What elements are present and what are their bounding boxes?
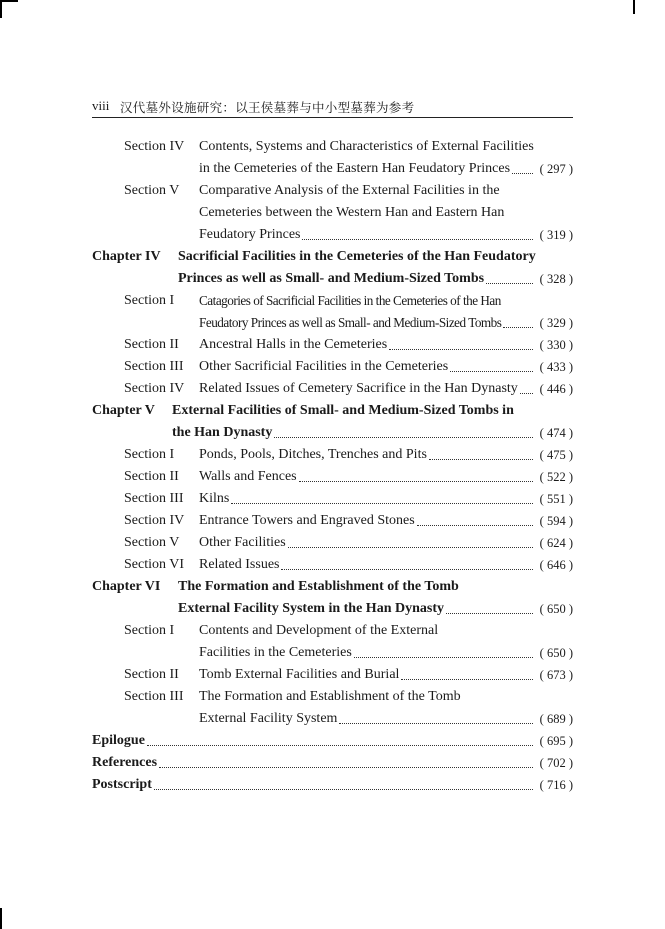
page-ref: ( 328 ) <box>539 272 573 286</box>
page-ref: ( 474 ) <box>539 426 573 440</box>
entry-title: Ancestral Halls in the Cemeteries <box>199 337 388 352</box>
page-ref: ( 551 ) <box>539 492 573 506</box>
entry-title: Postscript <box>92 777 152 792</box>
page-ref: ( 475 ) <box>539 448 573 462</box>
toc-entry[interactable] <box>0 378 665 400</box>
section-label: Section IV <box>124 381 185 396</box>
section-label: Section III <box>124 359 184 374</box>
toc-backmatter-references[interactable] <box>0 752 665 774</box>
page-number: viii <box>92 98 110 113</box>
toc-entry[interactable] <box>0 136 665 158</box>
page-ref: ( 695 ) <box>539 734 573 748</box>
section-label: Section II <box>124 667 179 682</box>
toc-entry-continued[interactable] <box>0 224 665 246</box>
toc-entry[interactable] <box>0 664 665 686</box>
entry-title: References <box>92 755 158 770</box>
page-ref: ( 646 ) <box>539 558 573 572</box>
toc-entry[interactable] <box>0 356 665 378</box>
entry-title: Other Sacrificial Facilities in the Cemeteries <box>199 359 449 374</box>
crop-mark <box>0 908 2 929</box>
section-label: Section II <box>124 469 179 484</box>
page-ref: ( 716 ) <box>539 778 573 792</box>
chapter-title: the Han Dynasty <box>172 425 273 440</box>
entry-title: Tomb External Facilities and Burial <box>199 667 400 682</box>
entry-title: Catagories of Sacrificial Facilities in the Cemeteries of the Han <box>199 293 501 308</box>
running-header <box>92 96 573 116</box>
entry-title: Comparative Analysis of the External Facilities in the <box>199 183 500 198</box>
page-ref: ( 689 ) <box>539 712 573 726</box>
page-ref: ( 446 ) <box>539 382 573 396</box>
section-label: Section I <box>124 447 175 462</box>
toc-backmatter-postscript[interactable] <box>0 774 665 796</box>
toc-entry[interactable] <box>0 290 665 312</box>
toc-entry[interactable] <box>0 686 665 708</box>
section-label: Section III <box>124 491 184 506</box>
page-ref: ( 330 ) <box>539 338 573 352</box>
section-label: Section IV <box>124 513 185 528</box>
crop-mark <box>633 0 635 14</box>
book-title: 汉代墓外设施研究：以王侯墓葬与中小型墓葬为参考 <box>120 100 415 115</box>
toc-backmatter-epilogue[interactable] <box>0 730 665 752</box>
entry-title: Feudatory Princes <box>199 227 301 242</box>
entry-title: Contents and Development of the External <box>199 623 439 638</box>
toc-entry[interactable] <box>0 510 665 532</box>
chapter-title: The Formation and Establishment of the Tomb <box>178 579 459 594</box>
page-ref: ( 329 ) <box>539 316 573 330</box>
toc-entry[interactable] <box>0 444 665 466</box>
chapter-title: External Facilities of Small- and Medium-Sized Tombs in <box>172 403 514 418</box>
header-rule <box>92 117 573 118</box>
entry-title: Other Facilities <box>199 535 286 550</box>
page-ref: ( 297 ) <box>539 162 573 176</box>
toc-entry[interactable] <box>0 620 665 642</box>
entry-title: Contents, Systems and Characteristics of External Facilities <box>199 139 534 154</box>
toc-entry[interactable] <box>0 554 665 576</box>
toc-entry[interactable] <box>0 180 665 202</box>
chapter-label: Chapter VI <box>92 579 161 594</box>
page-ref: ( 433 ) <box>539 360 573 374</box>
entry-title: Feudatory Princes as well as Small- and Medium-Sized Tombs <box>199 315 502 330</box>
toc-entry[interactable] <box>0 334 665 356</box>
chapter-label: Chapter IV <box>92 249 161 264</box>
section-label: Section VI <box>124 557 185 572</box>
page-ref: ( 702 ) <box>539 756 573 770</box>
toc-entry[interactable] <box>0 466 665 488</box>
entry-title: The Formation and Establishment of the Tomb <box>199 689 461 704</box>
section-label: Section I <box>124 623 175 638</box>
section-label: Section I <box>124 293 175 308</box>
page-ref: ( 319 ) <box>539 228 573 242</box>
toc-chapter-continued[interactable] <box>0 598 665 620</box>
entry-title: Kilns <box>199 491 230 506</box>
section-label: Section V <box>124 183 180 198</box>
toc-entry-continued[interactable] <box>0 642 665 664</box>
page-ref: ( 594 ) <box>539 514 573 528</box>
page-ref: ( 522 ) <box>539 470 573 484</box>
chapter-title: Sacrificial Facilities in the Cemeteries of the Han Feudatory <box>178 249 536 264</box>
entry-title: Entrance Towers and Engraved Stones <box>199 513 415 528</box>
entry-title: Facilities in the Cemeteries <box>199 645 352 660</box>
entry-title: External Facility System <box>199 711 338 726</box>
chapter-title: External Facility System in the Han Dynasty <box>178 601 444 616</box>
page-ref: ( 673 ) <box>539 668 573 682</box>
toc-chapter[interactable] <box>0 400 665 422</box>
toc-chapter[interactable] <box>0 576 665 598</box>
page-ref: ( 650 ) <box>539 646 573 660</box>
section-label: Section V <box>124 535 180 550</box>
toc-entry-continued[interactable] <box>0 708 665 730</box>
section-label: Section III <box>124 689 184 704</box>
toc-chapter-continued[interactable] <box>0 268 665 290</box>
crop-mark <box>0 0 18 2</box>
entry-title: Cemeteries between the Western Han and Eastern Han <box>199 205 505 220</box>
page-ref: ( 624 ) <box>539 536 573 550</box>
entry-title: in the Cemeteries of the Eastern Han Feudatory Princes <box>199 161 511 176</box>
toc-entry[interactable] <box>0 488 665 510</box>
section-label: Section IV <box>124 139 185 154</box>
toc-chapter[interactable] <box>0 246 665 268</box>
entry-title: Related Issues of Cemetery Sacrifice in the Han Dynasty <box>199 381 518 396</box>
chapter-title: Princes as well as Small- and Medium-Sized Tombs <box>178 271 485 286</box>
toc-entry-continued <box>0 202 665 224</box>
entry-title: Related Issues <box>199 557 280 572</box>
toc-entry[interactable] <box>0 532 665 554</box>
toc-entry-continued[interactable] <box>0 312 665 334</box>
toc-chapter-continued[interactable] <box>0 422 665 444</box>
crop-mark <box>0 0 2 18</box>
entry-title: Walls and Fences <box>199 469 297 484</box>
chapter-label: Chapter V <box>92 403 155 418</box>
toc-entry-continued[interactable] <box>0 158 665 180</box>
entry-title: Epilogue <box>92 733 145 748</box>
section-label: Section II <box>124 337 179 352</box>
page-ref: ( 650 ) <box>539 602 573 616</box>
entry-title: Ponds, Pools, Ditches, Trenches and Pits <box>199 447 427 462</box>
